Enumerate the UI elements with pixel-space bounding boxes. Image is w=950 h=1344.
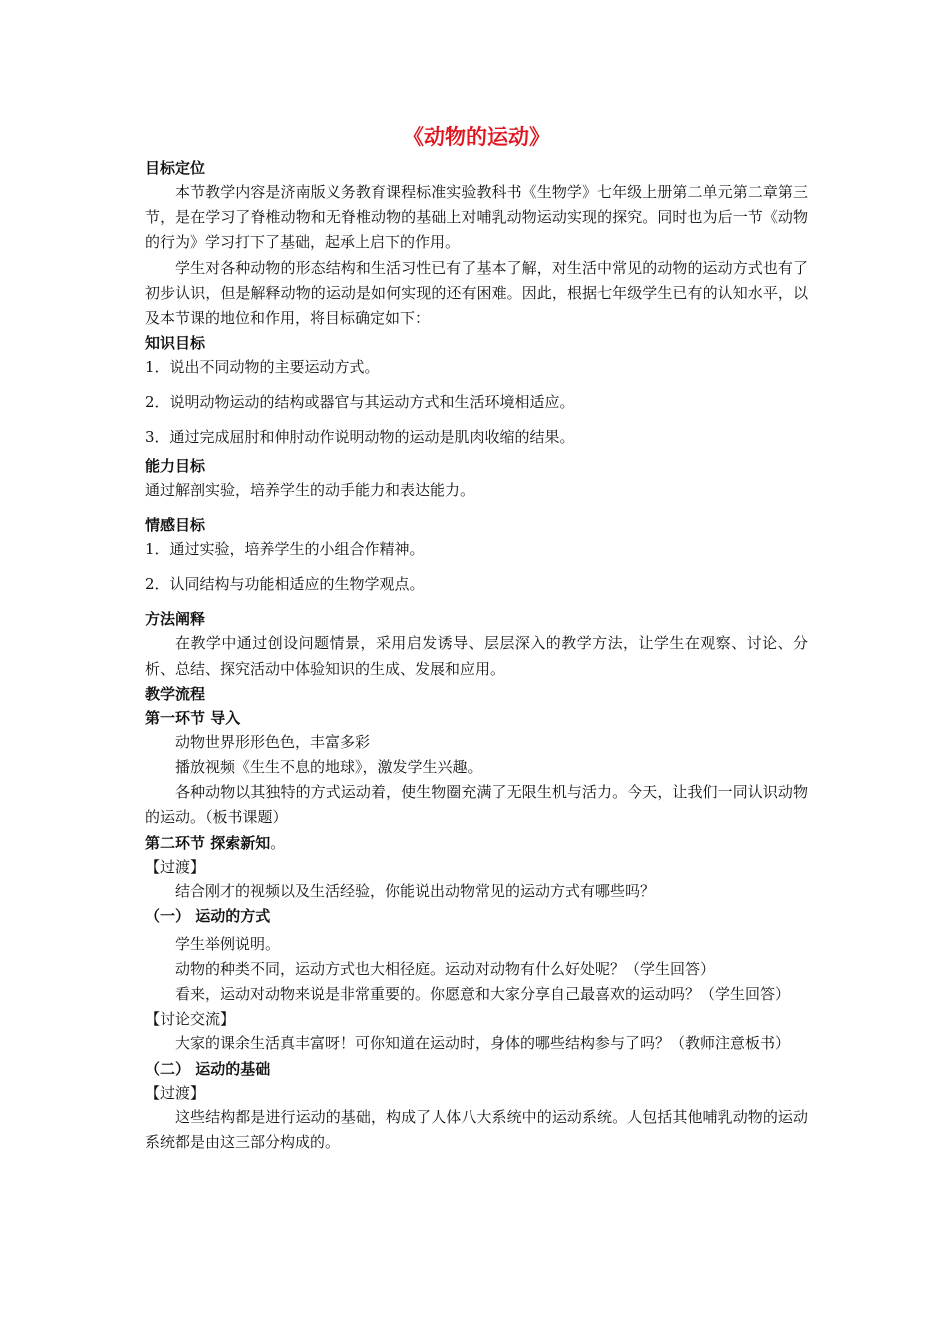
knowledge-item-1: 1．说出不同动物的主要运动方式。 bbox=[145, 358, 380, 377]
discussion-label: 【讨论交流】 bbox=[145, 1010, 236, 1029]
knowledge-item-3: 3．通过完成屈肘和伸肘动作说明动物的运动是肌肉收缩的结果。 bbox=[145, 428, 575, 447]
goal-paragraph-1: 本节教学内容是济南版义务教育课程标准实验教科书《生物学》七年级上册第二单元第二章第三节，是在学习了脊椎动物和无脊椎动物的基础上对哺乳动物运动实现的探究。同时也为后一节《动物的行为》学习打下了基础，起承上启下的作用。 bbox=[145, 183, 808, 252]
sub1-line-2: 动物的种类不同，运动方式也大相径庭。运动对动物有什么好处呢？（学生回答） bbox=[175, 960, 716, 979]
sub1-line-1: 学生举例说明。 bbox=[175, 934, 281, 953]
transition-1-label: 【过渡】 bbox=[145, 857, 206, 876]
step1-line-1: 动物世界形形色色，丰富多彩 bbox=[175, 732, 371, 751]
discussion-text: 大家的课余生活真丰富呀！可你知道在运动时，身体的哪些结构参与了吗？（教师注意板书） bbox=[175, 1034, 791, 1053]
flow-heading: 教学流程 bbox=[145, 684, 206, 703]
transition-2-label: 【过渡】 bbox=[145, 1083, 206, 1102]
knowledge-item-2: 2．说明动物运动的结构或器官与其运动方式和生活环境相适应。 bbox=[145, 393, 575, 412]
step2-heading-text: 第二环节 探索新知 bbox=[145, 833, 271, 852]
emotion-heading: 情感目标 bbox=[145, 516, 206, 535]
transition-1-text: 结合刚才的视频以及生活经验，你能说出动物常见的运动方式有哪些吗？ bbox=[175, 881, 656, 900]
knowledge-heading: 知识目标 bbox=[145, 334, 206, 353]
step2-heading-suffix: 。 bbox=[270, 833, 286, 852]
step1-line-3: 各种动物以其独特的方式运动着，使生物圈充满了无限生机与活力。今天，让我们一同认识动物的运动。（板书课题） bbox=[145, 783, 808, 827]
method-text: 在教学中通过创设问题情景，采用启发诱导、层层深入的教学方法，让学生在观察、讨论、分析、总结、探究活动中体验知识的生成、发展和应用。 bbox=[145, 634, 808, 678]
goal-heading: 目标定位 bbox=[145, 159, 206, 177]
step1-heading: 第一环节 导入 bbox=[145, 708, 241, 727]
emotion-item-2: 2．认同结构与功能相适应的生物学观点。 bbox=[145, 575, 425, 594]
goal-paragraph-2: 学生对各种动物的形态结构和生活习性已有了基本了解，对生活中常见的动物的运动方式也有了初步认识，但是解释动物的运动是如何实现的还有困难。因此，根据七年级学生已有的认知水平，以及本节课的地位和作用，将目标确定如下： bbox=[145, 258, 808, 328]
document-title: 《动物的运动》 bbox=[403, 125, 550, 149]
sub1-heading: （一） 运动的方式 bbox=[145, 906, 271, 925]
step1-line-2: 播放视频《生生不息的地球》，激发学生兴趣。 bbox=[175, 758, 483, 777]
emotion-item-1: 1．通过实验，培养学生的小组合作精神。 bbox=[145, 540, 425, 559]
ability-text: 通过解剖实验，培养学生的动手能力和表达能力。 bbox=[145, 481, 476, 500]
sub2-heading: （二） 运动的基础 bbox=[145, 1059, 271, 1078]
method-heading: 方法阐释 bbox=[145, 610, 206, 629]
ability-heading: 能力目标 bbox=[145, 457, 206, 476]
step2-heading bbox=[145, 831, 808, 855]
transition-2-text: 这些结构都是进行运动的基础，构成了人体八大系统中的运动系统。人包括其他哺乳动物的运动系统都是由这三部分构成的。 bbox=[145, 1107, 808, 1151]
document-page bbox=[145, 124, 808, 1155]
sub1-line-3: 看来，运动对动物来说是非常重要的。你愿意和大家分享自己最喜欢的运动吗？（学生回答） bbox=[175, 985, 791, 1004]
